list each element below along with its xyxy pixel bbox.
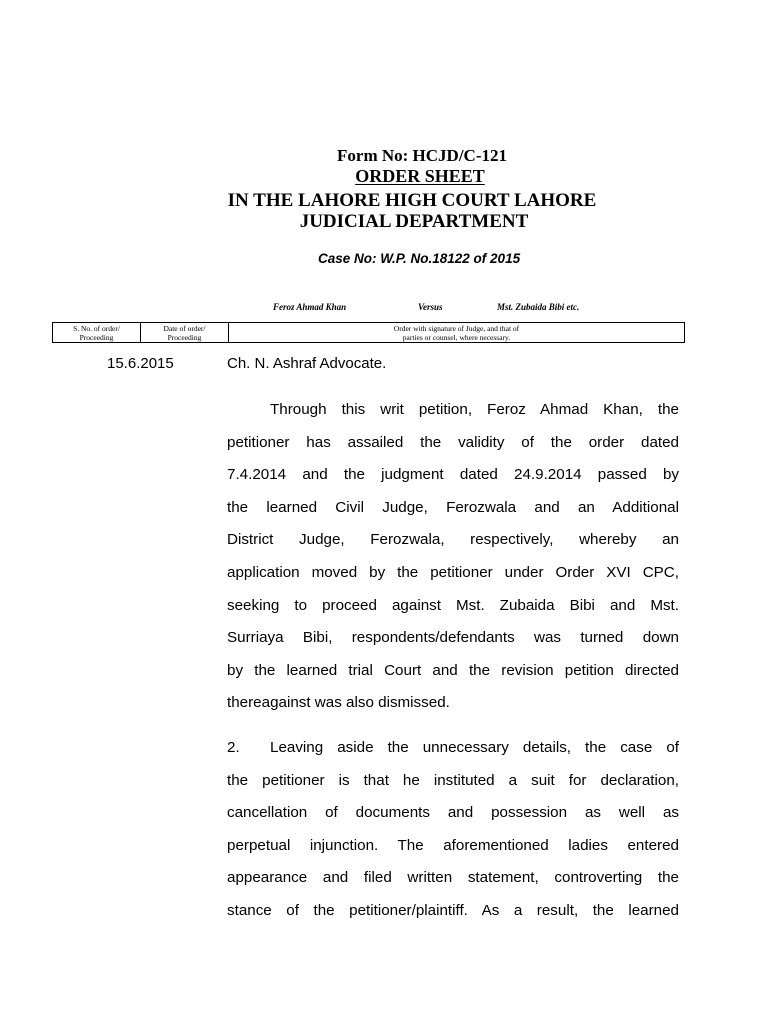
paragraph-1 [227,394,679,720]
text-line: stance of the petitioner/plaintiff. As a result, the learned [227,901,679,919]
order-sheet-label: ORDER SHEET [355,166,485,186]
text-line: seeking to proceed against Mst. Zubaida Bibi and Mst. [227,596,679,614]
column-order-text [229,323,685,343]
text-line: perpetual injunction. The aforementioned ladies entered [227,836,679,854]
column-date [141,323,229,343]
versus-label: Versus [418,302,443,312]
text-line: 7.4.2014 and the judgment dated 24.9.2014 passed by [227,466,679,484]
department-name: JUDICIAL DEPARTMENT [299,211,529,232]
text-line: the petitioner is that he instituted a suit for declaration, [227,771,679,789]
text-line: appearance and filed written statement, controverting the [227,869,679,887]
text-line: petitioner has assailed the validity of the order dated [227,433,679,451]
petitioner-name: Feroz Ahmad Khan [273,302,347,312]
order-sheet-column-header [52,322,685,343]
paragraph-number: 2. [227,739,240,756]
counsel-appearance: Ch. N. Ashraf Advocate. [227,355,387,372]
column-label: Proceeding [167,332,202,342]
text-line: by the learned trial Court and the revision petition directed [227,661,679,679]
form-number: Form No: HCJD/C-121 [337,146,507,165]
order-date: 15.6.2015 [107,355,174,372]
column-label: parties or counsel, where necessary. [402,332,511,342]
text-line: the learned Civil Judge, Ferozwala and an Additional [227,498,679,516]
respondent-name: Mst. Zubaida Bibi etc. [497,302,580,312]
text-line: thereagainst was also dismissed. [227,694,450,712]
text-line: Surriaya Bibi, respondents/defendants was turned down [227,629,679,647]
column-label: S. No. of order/ [73,323,120,333]
case-number: Case No: W.P. No.18122 of 2015 [318,251,521,266]
column-label: Proceeding [79,332,114,342]
paragraph-2 [227,732,679,928]
text-line [227,732,679,765]
court-name: IN THE LAHORE HIGH COURT LAHORE [227,190,597,211]
order-sheet-title [36,166,768,187]
text-line: Through this writ petition, Feroz Ahmad Khan, the [270,401,679,418]
text-line: cancellation of documents and possession as well as [227,804,679,822]
text-line-content: Leaving aside the unnecessary details, the case of [270,739,679,756]
column-serial-number [53,323,141,343]
text-line: District Judge, Ferozwala, respectively, whereby an [227,531,679,549]
column-label: Date of order/ [163,323,206,333]
text-line: application moved by the petitioner under Order XVI CPC, [227,563,679,581]
column-label: Order with signature of Judge, and that of [393,323,520,333]
